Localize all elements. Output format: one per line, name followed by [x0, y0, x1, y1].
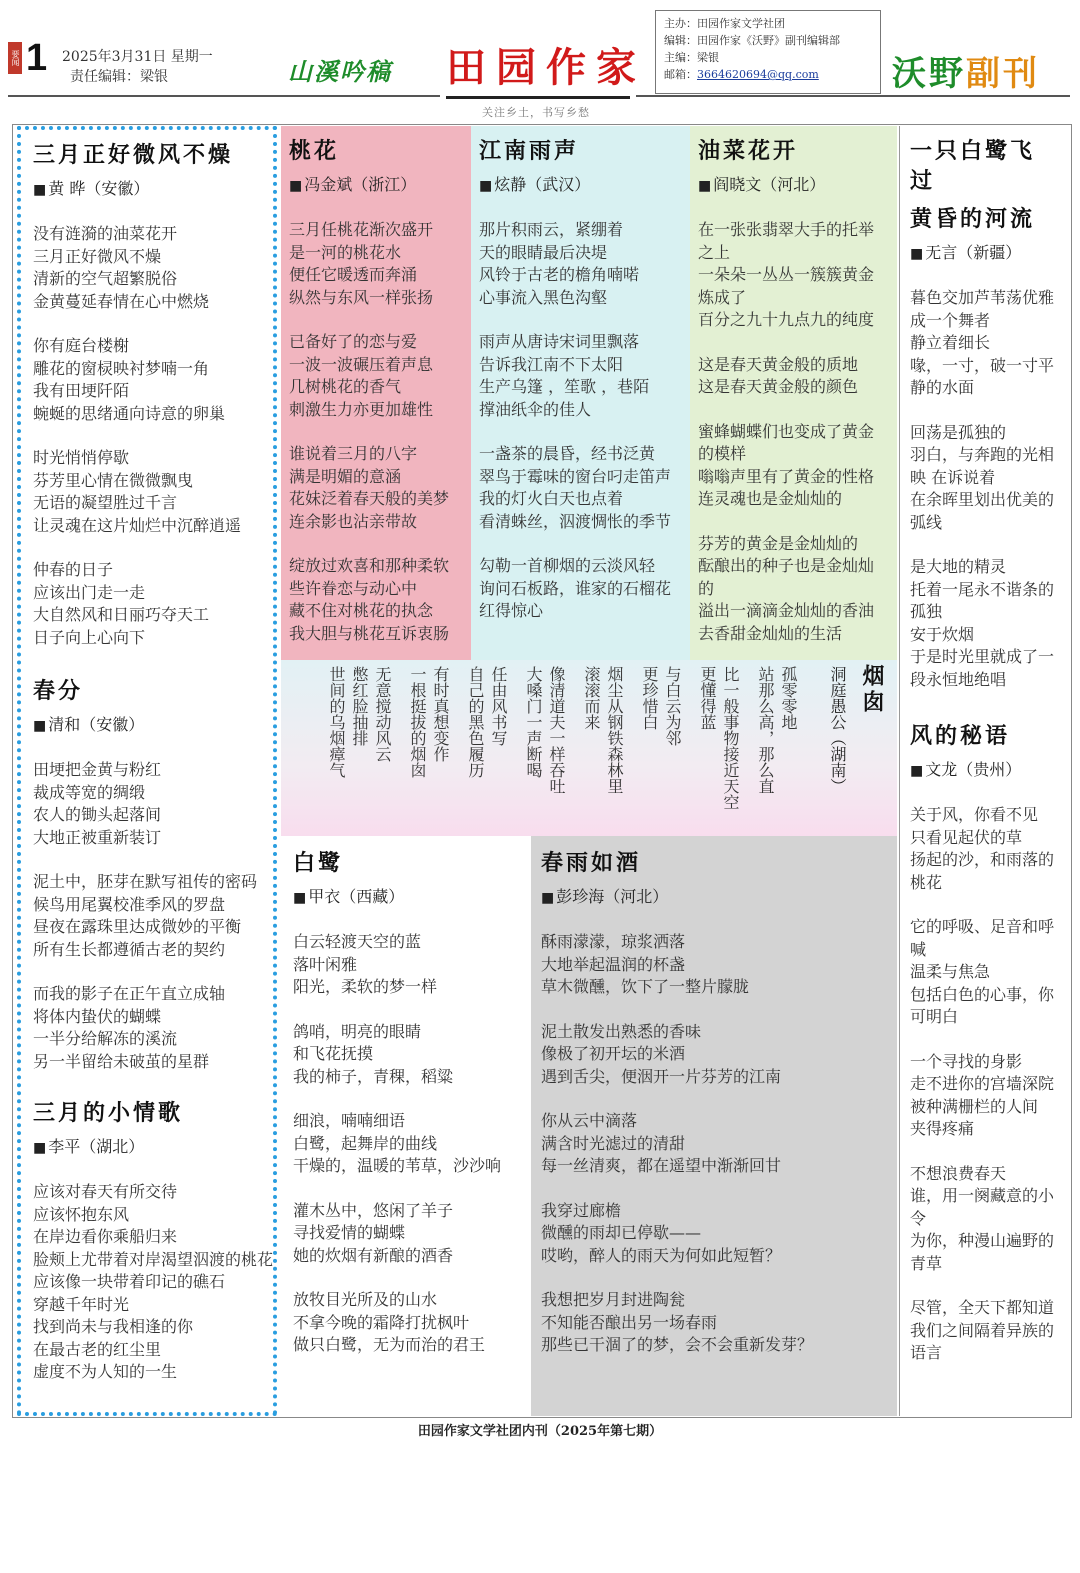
- poem-line: 暮色交加芦苇荡优雅成一个舞者: [910, 288, 1055, 330]
- poem-line: 百分之九十九点九的纯度: [698, 310, 875, 329]
- chimney-line: 任由风书写: [489, 666, 508, 746]
- page-tag: 要闻: [8, 42, 22, 74]
- editor-dept-line: 编辑：田园作家《沃野》副刊编辑部: [664, 34, 840, 47]
- poem-line: 绽放过欢喜和那种柔软: [289, 556, 450, 575]
- poem-line: 无语的凝望胜过千言: [33, 493, 178, 512]
- poem-line: 日子向上心向下: [33, 627, 146, 647]
- stanza: [698, 533, 889, 646]
- poem-body: [910, 804, 1059, 1365]
- stanza: [289, 331, 463, 421]
- poem-line: 溢出一滴滴金灿灿的香油: [698, 601, 875, 620]
- chimney-line: 更懂得蓝: [698, 666, 717, 730]
- stanza: [33, 871, 273, 961]
- chimney-line: 一根挺拔的烟囱: [408, 666, 427, 778]
- poem-line: 为你，种漫山遍野的青草: [910, 1231, 1055, 1273]
- poem-title: 江南雨声: [479, 138, 580, 164]
- poem-equinox: [33, 676, 273, 1073]
- poem-line: 雨声从唐诗宋词里飘落: [479, 332, 640, 351]
- poem-line: 这是春天黄金般的颜色: [698, 377, 859, 396]
- poem-egret: [281, 836, 531, 1416]
- poem-line: 你有庭台楼榭: [33, 336, 130, 355]
- poem-line: 它的呼吸、足音和呼喊: [910, 917, 1055, 959]
- poem-line: 脸颊上尤带着对岸渴望泅渡的桃花: [33, 1249, 274, 1269]
- poem-line: 而我的影子在正午直立成轴: [33, 984, 226, 1003]
- stanza: [910, 422, 1059, 535]
- poem-body: [479, 219, 682, 623]
- poem-line: 裁成等宽的绸缎: [33, 782, 146, 802]
- poem-author: ■ 黄 晔（安徽）: [33, 178, 273, 201]
- poem-line: 回荡是孤独的: [910, 422, 1007, 442]
- stanza: [910, 804, 1059, 894]
- poem-line: 像极了初开坛的米酒: [541, 1044, 686, 1063]
- poem-line: 些许眷恋与动心中: [289, 578, 418, 598]
- stanza: [293, 1289, 519, 1357]
- poem-line: 田埂把金黄与粉红: [33, 760, 162, 779]
- poem-line: 蜿蜒的思绪通向诗意的卵巢: [33, 403, 226, 423]
- chimney-line: 滚滚而来: [582, 666, 601, 730]
- poem-author: ■ 彭珍海（河北）: [541, 886, 887, 909]
- poem-line: 找到尚未与我相逢的你: [33, 1317, 194, 1336]
- poem-line: 应该像一块带着印记的礁石: [33, 1272, 226, 1291]
- poem-march-song: [33, 1098, 273, 1384]
- column-brand-logo: 山溪吟稿: [288, 57, 392, 86]
- poem-line: 花妹泛着春天般的美梦: [289, 489, 450, 508]
- poem-line: 泥土中，胚芽在默写祖传的密码: [33, 872, 258, 891]
- poem-line: 穿越千年时光: [33, 1294, 130, 1314]
- poem-line: 金黄蔓延春情在心中燃烧: [33, 291, 210, 311]
- poem-spring-rain: [531, 836, 897, 1416]
- poem-line: 所有生长都遵循古老的契约: [33, 939, 226, 959]
- poem-line: 遇到舌尖，便洇开一片芬芳的江南: [541, 1066, 782, 1086]
- stanza: [293, 931, 519, 999]
- poem-line: 那些已干涸了的梦，会不会重新发芽？: [541, 1335, 814, 1354]
- chimney-line: 烟尘从钢铁森林里: [605, 666, 624, 794]
- poem-line: 在余晖里划出优美的弧线: [910, 490, 1055, 532]
- poem-title: 春雨如酒: [541, 850, 642, 876]
- poem-line: 满是明媚的意涵: [289, 466, 402, 486]
- supplement-title: 沃野副刊: [892, 54, 1040, 94]
- stanza: [541, 931, 887, 999]
- poem-line: 哎哟，醉人的雨天为何如此短暂？: [541, 1245, 782, 1265]
- stanza: [910, 1297, 1059, 1365]
- poem-line: 被种满栅栏的人间: [910, 1096, 1039, 1116]
- poem-line: 时光悄悄停歇: [33, 448, 130, 467]
- stanza: [479, 331, 682, 421]
- poem-line: 没有涟漪的油菜花开: [33, 224, 178, 243]
- chimney-line: 像清道夫一样吞吐: [547, 666, 566, 794]
- poem-line: 连灵魂也是金灿灿的: [698, 489, 843, 508]
- poem-line: 三月正好微风不燥: [33, 246, 162, 266]
- stanza: [541, 1021, 887, 1089]
- poem-line: 仲春的日子: [33, 560, 114, 579]
- left-column: [17, 126, 277, 1416]
- poem-body: [33, 759, 273, 1073]
- poem-author: ■ 李平（湖北）: [33, 1136, 273, 1159]
- poem-author: ■ 甲衣（西藏）: [293, 886, 519, 909]
- poem-line: 酥雨濛濛，琼浆洒落: [541, 932, 686, 951]
- poem-line: 我们之间隔着异族的语言: [910, 1320, 1055, 1362]
- poem-line: 我想把岁月封进陶瓮: [541, 1290, 686, 1309]
- poem-body: [33, 223, 273, 649]
- stanza: [910, 1051, 1059, 1141]
- poem-line: 嗡嗡声里有了黄金的性格: [698, 466, 875, 486]
- poem-line: 满含时光滤过的清甜: [541, 1133, 686, 1153]
- poem-line: 一朵朵一丛丛一簇簇黄金炼成了: [698, 265, 875, 307]
- chimney-line: 站那么高，那么直: [756, 666, 775, 794]
- email-line: 邮箱：3664620694@qq.com: [664, 68, 819, 81]
- stanza: [293, 1021, 519, 1089]
- poem-title: 三月正好微风不燥: [33, 142, 234, 168]
- poem-line: 不知能否酿出另一场春雨: [541, 1312, 718, 1332]
- poem-line: 白云轻渡天空的蓝: [293, 932, 422, 951]
- poem-line: 寻找爱情的蝴蝶: [293, 1223, 406, 1242]
- poem-line: 在最古老的红尘里: [33, 1339, 162, 1359]
- poem-line: 我的柿子，青稞，稻粱: [293, 1066, 454, 1086]
- poem-author: ■ 无言（新疆）: [910, 242, 1059, 265]
- chimney-line: 孤零零地: [779, 666, 798, 730]
- issue-date: 2025年3月31日 星期一: [62, 49, 213, 65]
- poem-line: 我的灯火白天也点着: [479, 489, 624, 508]
- poem-author: ■ 阎晓文（河北）: [698, 174, 889, 197]
- poem-march-breeze: [33, 140, 273, 649]
- poem-line: 风铃于古老的檐角喃喏: [479, 265, 640, 284]
- stanza: [33, 983, 273, 1073]
- poem-line: 落叶闲雅: [293, 954, 358, 974]
- poem-line: 让灵魂在这片灿烂中沉醉逍遥: [33, 515, 242, 535]
- poem-line: 应该对春天有所交待: [33, 1182, 178, 1201]
- chimney-line: 更珍惜白: [640, 666, 659, 730]
- poem-line: 纵然与东风一样张扬: [289, 287, 434, 307]
- poem-line: 不拿今晚的霜降打扰枫叶: [293, 1312, 470, 1332]
- poem-line: 大地举起温润的杯盏: [541, 954, 686, 974]
- poem-line: 应该出门走一走: [33, 582, 146, 602]
- poem-line: 包括白色的心事，你可明白: [910, 984, 1055, 1026]
- poem-line: 三月任桃花渐次盛开: [289, 220, 434, 239]
- poem-body: [541, 931, 887, 1357]
- poem-line: 喙，一寸，破一寸平静的水面: [910, 355, 1055, 397]
- poem-line: 生产乌篷 ，笙歌 ，巷陌: [479, 377, 650, 396]
- chimney-line: 自己的黑色履历: [466, 666, 485, 778]
- poem-title: 三月的小情歌: [33, 1100, 184, 1126]
- poem-line: 羽白，与奔跑的光相映 在诉说着: [910, 445, 1055, 487]
- chimney-line: 与白云为邻: [663, 666, 682, 746]
- poem-line: 泥土散发出熟悉的香味: [541, 1021, 702, 1041]
- poem-line: 应该怀抱东风: [33, 1204, 130, 1224]
- poem-line: 她的炊烟有新酿的酒香: [293, 1245, 454, 1265]
- chimney-line: 世间的乌烟瘴气: [327, 666, 346, 778]
- poem-line: 去香甜金灿灿的生活: [698, 623, 843, 643]
- poem-line: 我穿过廊檐: [541, 1200, 622, 1220]
- poem-line: 翠鸟于霉味的窗台叼走笛声: [479, 466, 672, 486]
- poem-line: 一半分给解冻的溪流: [33, 1029, 178, 1048]
- page-number-box: [8, 37, 48, 79]
- poem-line: 微醺的雨却已停歇——: [541, 1223, 702, 1242]
- poem-author: ■ 清和（安徽）: [33, 714, 273, 737]
- stanza: [33, 223, 273, 313]
- poem-line: 昼夜在露珠里达成微妙的平衡: [33, 917, 242, 936]
- poem-line: 谁说着三月的八字: [289, 444, 418, 463]
- poem-title: 桃花: [289, 138, 340, 164]
- poem-line: 撑油纸伞的佳人: [479, 399, 592, 419]
- poem-line: 干燥的，温暖的苇草，沙沙响: [293, 1156, 502, 1175]
- poem-line: 心事流入黑色沟壑: [479, 287, 608, 307]
- publisher-info-box: [655, 10, 881, 94]
- poem-line: 农人的锄头起落间: [33, 805, 162, 824]
- poem-wind-secret: [910, 721, 1059, 1365]
- poem-line: 走不进你的宫墙深院: [910, 1074, 1055, 1093]
- poem-line: 刺激生力亦更加雄性: [289, 399, 434, 419]
- stanza: [910, 1163, 1059, 1276]
- stanza: [289, 555, 463, 645]
- chimney-author: 洞庭愚公（湖南）: [828, 666, 847, 794]
- poem-author: ■ 炫静（武汉）: [479, 174, 682, 197]
- poem-line: 是一河的桃花水: [289, 242, 402, 262]
- poem-line: 你从云中滴落: [541, 1111, 638, 1130]
- poem-line: 看清蛛丝，泅渡惆怅的季节: [479, 511, 672, 531]
- poem-egret-river: [910, 136, 1059, 691]
- poem-line: 放牧目光所及的山水: [293, 1290, 438, 1309]
- poem-line: 连余影也沾亲带故: [289, 511, 418, 531]
- stanza: [698, 219, 889, 332]
- masthead: [0, 0, 1080, 120]
- stanza: [289, 219, 463, 309]
- stanza: [33, 559, 273, 649]
- stanza: [293, 1200, 519, 1268]
- page-number: 1: [26, 37, 48, 79]
- poem-line: 虚度不为人知的一生: [33, 1362, 178, 1381]
- title-underline: [446, 96, 630, 99]
- poem-line: 白鹭，起舞岸的曲线: [293, 1133, 438, 1153]
- poem-line: 那片积雨云，紧绷着: [479, 220, 624, 239]
- chimney-line: 憋红脸抽排: [350, 666, 369, 746]
- chimney-title: 烟囱: [859, 664, 885, 716]
- poem-line: 灌木丛中，悠闲了羊子: [293, 1200, 454, 1220]
- footer: 田园作家文学社团内刊（2025年第七期）: [417, 1424, 663, 1439]
- poem-line: 草木微醺，饮下了一整片朦胧: [541, 977, 750, 996]
- poem-line: 候鸟用尾翼校准季风的罗盘: [33, 894, 226, 914]
- poem-peach: [281, 126, 471, 660]
- poem-author: ■ 文龙（贵州）: [910, 759, 1059, 782]
- poem-rapeseed: [690, 126, 897, 660]
- stanza: [541, 1289, 887, 1357]
- poem-line: 便任它暖透而奔涌: [289, 265, 418, 284]
- poem-line: 鸽哨，明亮的眼睛: [293, 1021, 422, 1041]
- poem-line: 于是时光里就成了一段永恒地绝唱: [910, 647, 1055, 689]
- poem-line: 雕花的窗棂映衬梦喃一角: [33, 358, 210, 378]
- poem-line: 和飞花抚摸: [293, 1044, 374, 1063]
- poem-line: 芬芳的黄金是金灿灿的: [698, 533, 859, 553]
- poem-line: 夹得疼痛: [910, 1119, 975, 1138]
- poem-line: 每一丝清爽，都在遥望中渐渐回甘: [541, 1156, 782, 1175]
- poem-line: 天的眼睛最后决堤: [479, 242, 608, 262]
- stanza: [289, 443, 463, 533]
- stanza: [698, 421, 889, 511]
- poem-line: 询问石板路，谁家的石榴花红得惊心: [479, 578, 672, 620]
- poem-line: 勾勒一首柳烟的云淡风轻: [479, 556, 656, 575]
- poem-line: 关于风，你看不见: [910, 805, 1039, 824]
- poem-line: 只看见起伏的草: [910, 827, 1023, 847]
- stanza: [33, 447, 273, 537]
- poem-line: 安于炊烟: [910, 624, 975, 644]
- poem-line: 谁，用一阕藏意的小令: [910, 1186, 1055, 1228]
- poem-line: 大自然风和日丽巧夺天工: [33, 605, 210, 624]
- poem-line: 细浪，喃喃细语: [293, 1111, 406, 1130]
- poem-author: ■ 冯金斌（浙江）: [289, 174, 463, 197]
- stanza: [910, 916, 1059, 1029]
- poem-body: [33, 1181, 273, 1384]
- poem-line: 这是春天黄金般的质地: [698, 354, 859, 374]
- poem-line: 告诉我江南不下太阳: [479, 354, 624, 374]
- poem-line: 我大胆与桃花互诉衷肠: [289, 623, 450, 643]
- stanza: [698, 354, 889, 399]
- poem-line: 一波一波碾压着声息: [289, 354, 434, 374]
- poem-line: 扬起的沙，和雨落的桃花: [910, 850, 1055, 892]
- slogan: 关注乡土，书写乡愁: [482, 106, 590, 119]
- stanza: [910, 287, 1059, 400]
- poem-line: 已备好了的恋与爱: [289, 332, 418, 351]
- poem-body: [910, 287, 1059, 691]
- stanza: [293, 1110, 519, 1178]
- poem-line: 尽管，全天下都知道: [910, 1298, 1055, 1317]
- chimney-line: 有时真想变作: [431, 666, 450, 762]
- poem-line: 我有田埂阡陌: [33, 381, 130, 400]
- poem-line: 几树桃花的香气: [289, 377, 402, 396]
- header-rule-right: [636, 95, 1070, 97]
- poem-line: 静立着细长: [910, 333, 991, 352]
- host-line: 主办：田园作家文学社团: [664, 17, 785, 30]
- poem-line: 芬芳里心情在微微飘曳: [33, 470, 194, 490]
- poem-line: 在岸边看你乘船归来: [33, 1227, 178, 1246]
- poem-line: 在一张张翡翠大手的托举之上: [698, 220, 875, 262]
- stanza: [479, 443, 682, 533]
- stanza: [479, 219, 682, 309]
- poem-title: 春分: [33, 678, 84, 704]
- responsible-editor: 责任编辑：梁银: [70, 69, 168, 85]
- poem-line: 另一半留给未破茧的星群: [33, 1051, 210, 1071]
- poem-title-line1: 一只白鹭飞过: [910, 138, 1036, 194]
- poem-line: 托着一尾永不谐条的孤独: [910, 579, 1055, 621]
- poem-line: 是大地的精灵: [910, 557, 1007, 576]
- poem-line: 一盏茶的晨昏，经书泛黄: [479, 444, 656, 463]
- poem-body: [698, 219, 889, 645]
- poem-title: 风的秘语: [910, 723, 1011, 749]
- email-link[interactable]: 3664620694@qq.com: [697, 68, 819, 81]
- stanza: [541, 1110, 887, 1178]
- poem-line: 蜜蜂蝴蝶们也变成了黄金的模样: [698, 421, 875, 463]
- poem-body: [293, 931, 519, 1357]
- right-column: [899, 126, 1069, 1416]
- poem-line: 清新的空气超繁脱俗: [33, 269, 178, 288]
- poem-line: 一个寻找的身影: [910, 1051, 1023, 1071]
- poem-line: 酝酿出的种子也是金灿灿的: [698, 556, 875, 598]
- header-rule-left: [8, 95, 440, 97]
- stanza: [479, 555, 682, 623]
- poem-jiangnan-rain: [471, 126, 690, 660]
- stanza: [910, 556, 1059, 691]
- poem-line: 阳光，柔软的梦一样: [293, 977, 438, 996]
- poem-title: 油菜花开: [698, 138, 799, 164]
- poem-body: [289, 219, 463, 645]
- poem-line: 藏不住对桃花的执念: [289, 601, 434, 620]
- chimney-line: 比一般事物接近天空: [721, 666, 740, 810]
- poem-title-line2: 黄昏的河流: [910, 206, 1036, 232]
- stanza: [33, 759, 273, 849]
- poem-line: 大地正被重新装订: [33, 827, 162, 847]
- stanza: [33, 335, 273, 425]
- chimney-line: 无意搅动风云: [373, 666, 392, 762]
- poem-line: 温柔与焦急: [910, 962, 991, 981]
- paper-title: 田园作家: [446, 44, 646, 91]
- poem-line: 将体内蛰伏的蝴蝶: [33, 1006, 162, 1026]
- poem-line: 做只白鹭，无为而治的君王: [293, 1335, 486, 1354]
- chief-editor-line: 主编：梁银: [664, 51, 719, 64]
- poem-line: 不想浪费春天: [910, 1163, 1007, 1183]
- stanza: [33, 1181, 273, 1384]
- stanza: [541, 1200, 887, 1268]
- poem-title: 白鹭: [293, 850, 344, 876]
- chimney-line: 大嗓门一声断喝: [524, 666, 543, 778]
